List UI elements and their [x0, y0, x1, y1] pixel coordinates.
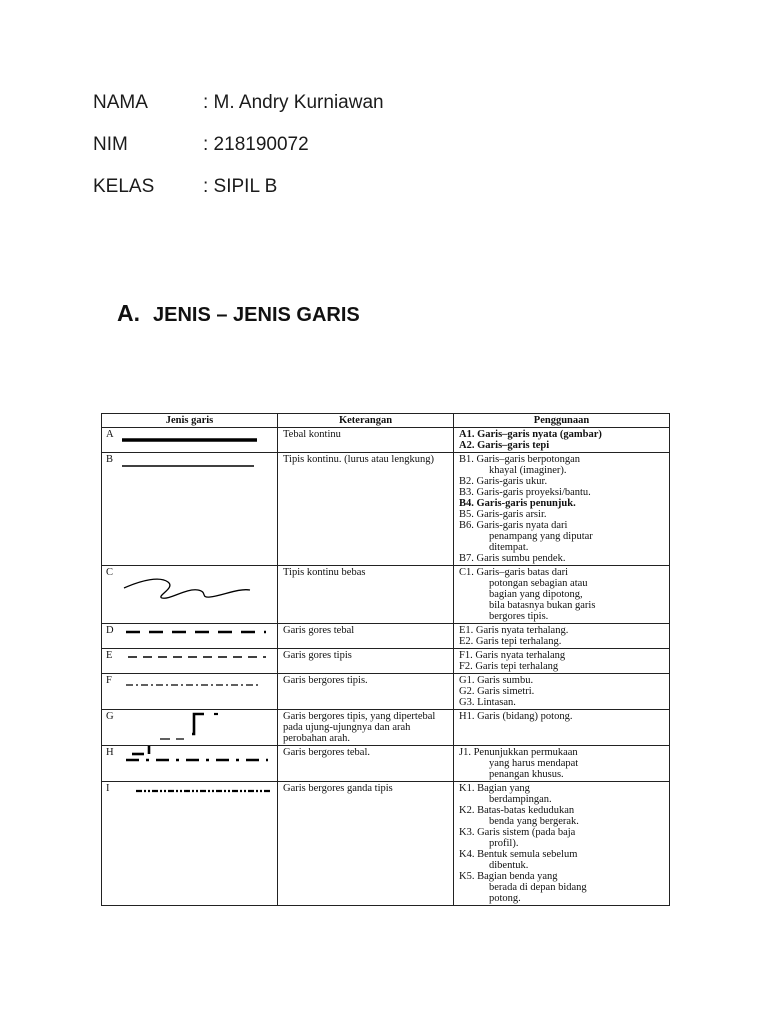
usage-line: penangan khusus. [489, 769, 564, 780]
usage-line: B5. Garis-garis arsir. [459, 509, 547, 520]
penggunaan-cell [454, 746, 670, 782]
usage-line: H1. Garis (bidang) potong. [459, 711, 573, 722]
usage-line: berada di depan bidang [489, 882, 587, 893]
usage-line: G1. Garis sumbu. [459, 675, 534, 686]
line-sample-cell [102, 674, 278, 710]
line-sample-cell [102, 649, 278, 674]
usage-line: J1. Penunjukkan permukaan [459, 747, 578, 758]
table-row [102, 453, 670, 566]
table-row [102, 566, 670, 624]
row-label: E [106, 650, 113, 661]
keterangan-cell: Garis gores tebal [278, 624, 454, 649]
table-row [102, 649, 670, 674]
usage-line: F1. Garis nyata terhalang [459, 650, 566, 661]
line-sample-cell [102, 710, 278, 746]
table-header-row [102, 414, 670, 428]
info-label: KELAS [93, 176, 155, 197]
row-label: A [106, 429, 114, 440]
usage-line: B3. Garis-garis proyeksi/bantu. [459, 487, 591, 498]
line-sample-cell [102, 746, 278, 782]
header-penggunaan: Penggunaan [454, 414, 670, 428]
usage-line: F2. Garis tepi terhalang [459, 661, 559, 672]
keterangan-cell: Garis bergores tebal. [278, 746, 454, 782]
usage-line: K3. Garis sistem (pada baja [459, 827, 576, 838]
row-label: G [106, 711, 114, 722]
usage-line: K1. Bagian yang [459, 783, 530, 794]
section-heading [117, 300, 360, 327]
usage-line: berdampingan. [489, 794, 552, 805]
info-label: NAMA [93, 92, 148, 113]
penggunaan-cell [454, 710, 670, 746]
usage-line: penampang yang diputar [489, 531, 593, 542]
usage-line: potongan sebagian atau [489, 578, 588, 589]
info-value: : M. Andry Kurniawan [203, 92, 384, 113]
usage-line: B1. Garis–garis berpotongan [459, 454, 581, 465]
usage-line: benda yang bergerak. [489, 816, 579, 827]
penggunaan-cell [454, 428, 670, 453]
line-sample-cell [102, 566, 278, 624]
header-keterangan: Keterangan [278, 414, 454, 428]
penggunaan-cell [454, 566, 670, 624]
penggunaan-cell [454, 453, 670, 566]
table-row [102, 746, 670, 782]
thin-dashed-line-icon [120, 649, 280, 665]
usage-line: B4. Garis-garis penunjuk. [459, 498, 576, 509]
row-label: D [106, 625, 114, 636]
usage-line: K2. Batas-batas kedudukan [459, 805, 575, 816]
line-sample-cell [102, 453, 278, 566]
usage-line: A1. Garis–garis nyata (gambar) [459, 429, 602, 440]
thick-dashed-line-icon [120, 624, 280, 640]
usage-line: bergores tipis. [489, 611, 549, 622]
row-label: C [106, 567, 114, 578]
double-dash-dot-line-icon [120, 782, 280, 798]
usage-line: B6. Garis-garis nyata dari [459, 520, 568, 531]
info-label: NIM [93, 134, 128, 155]
usage-line: G2. Garis simetri. [459, 686, 535, 697]
header-jenis-garis: Jenis garis [102, 414, 278, 428]
line-sample-cell [102, 624, 278, 649]
usage-line: K5. Bagian benda yang [459, 871, 558, 882]
usage-line: bila batasnya bukan garis [489, 600, 596, 611]
row-label: H [106, 747, 114, 758]
keterangan-cell: Tipis kontinu bebas [278, 566, 454, 624]
usage-line: khayal (imaginer). [489, 465, 567, 476]
keterangan-cell: Garis bergores ganda tipis [278, 782, 454, 906]
thin-continuous-line-icon [120, 453, 280, 477]
usage-line: bagian yang dipotong, [489, 589, 583, 600]
row-label: F [106, 675, 112, 686]
usage-line: A2. Garis–garis tepi [459, 440, 550, 451]
row-label: I [106, 783, 110, 794]
usage-line: E2. Garis tepi terhalang. [459, 636, 562, 647]
dash-dot-line-icon [120, 674, 280, 692]
usage-line: dibentuk. [489, 860, 529, 871]
section-title: JENIS – JENIS GARIS [153, 304, 360, 326]
usage-line: E1. Garis nyata terhalang. [459, 625, 569, 636]
table-row [102, 710, 670, 746]
usage-line: profil). [489, 838, 519, 849]
usage-line: yang harus mendapat [489, 758, 579, 769]
thick-continuous-line-icon [120, 428, 280, 452]
keterangan-cell: Garis gores tipis [278, 649, 454, 674]
usage-line: B7. Garis sumbu pendek. [459, 553, 566, 564]
thick-dash-dot-line-icon [120, 746, 280, 770]
penggunaan-cell [454, 624, 670, 649]
penggunaan-cell [454, 674, 670, 710]
line-types-table [101, 413, 670, 906]
table-row [102, 782, 670, 906]
info-value: : SIPIL B [203, 176, 278, 197]
usage-line: G3. Lintasan. [459, 697, 516, 708]
usage-line: C1. Garis–garis batas dari [459, 567, 569, 578]
penggunaan-cell [454, 782, 670, 906]
table-row [102, 674, 670, 710]
table-row [102, 428, 670, 453]
usage-line: potong. [489, 893, 521, 904]
keterangan-cell: Tebal kontinu [278, 428, 454, 453]
keterangan-cell: Garis bergores tipis, yang dipertebal pada ujung-ujungnya dan arah perobahan arah. [278, 710, 454, 746]
row-label: B [106, 454, 114, 465]
keterangan-cell: Garis bergores tipis. [278, 674, 454, 710]
keterangan-cell: Tipis kontinu. (lurus atau lengkung) [278, 453, 454, 566]
freehand-line-icon [120, 566, 280, 606]
usage-line: ditempat. [489, 542, 529, 553]
line-sample-cell [102, 428, 278, 453]
line-sample-cell [102, 782, 278, 906]
table-row [102, 624, 670, 649]
section-letter: A. [117, 300, 140, 326]
usage-line: B2. Garis-garis ukur. [459, 476, 548, 487]
info-value: : 218190072 [203, 134, 309, 155]
penggunaan-cell [454, 649, 670, 674]
usage-line: K4. Bentuk semula sebelum [459, 849, 578, 860]
